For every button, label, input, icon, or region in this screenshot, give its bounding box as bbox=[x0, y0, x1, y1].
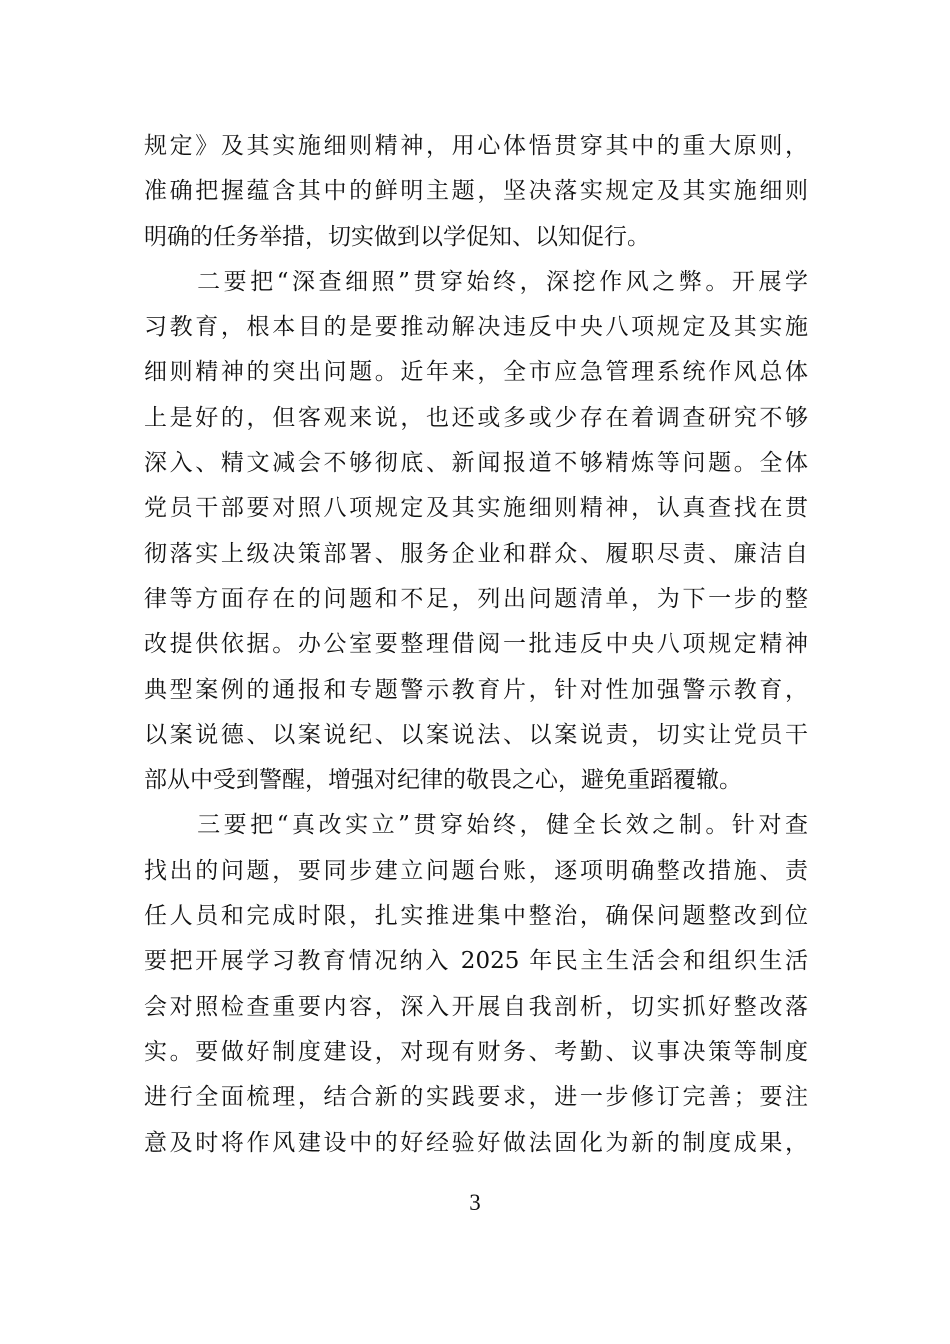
body-text bbox=[144, 124, 808, 1166]
text-line: 上是好的，但客观来说，也还或多或少存在着调查研究不够 bbox=[144, 404, 808, 431]
text-line: 习教育，根本目的是要推动解决违反中央八项规定及其实施 bbox=[144, 314, 808, 341]
text-line: 党员干部要对照八项规定及其实施细则精神，认真查找在贯 bbox=[144, 495, 808, 522]
text-line: 律等方面存在的问题和不足，列出问题清单，为下一步的整 bbox=[144, 585, 808, 612]
text-line: 意及时将作风建设中的好经验好做法固化为新的制度成果， bbox=[144, 1129, 808, 1156]
text-line: 改提供依据。办公室要整理借阅一批违反中央八项规定精神 bbox=[144, 631, 808, 658]
text-line: 以案说德、以案说纪、以案说法、以案说责，切实让党员干 bbox=[144, 721, 808, 748]
text-line: 典型案例的通报和专题警示教育片，针对性加强警示教育， bbox=[144, 676, 808, 703]
text-line: 明确的任务举措，切实做到以学促知、以知促行。 bbox=[144, 223, 650, 250]
text-line: 细则精神的突出问题。近年来，全市应急管理系统作风总体 bbox=[144, 359, 808, 386]
text-line: 任人员和完成时限，扎实推进集中整治，确保问题整改到位 bbox=[144, 903, 808, 930]
text-line: 要把开展学习教育情况纳入 2025 年民主生活会和组织生活 bbox=[144, 948, 808, 975]
text-line: 找出的问题，要同步建立问题台账，逐项明确整改措施、责 bbox=[144, 857, 808, 884]
text-line: 深入、精文减会不够彻底、新闻报道不够精炼等问题。全体 bbox=[144, 450, 808, 477]
text-line: 部从中受到警醒，增强对纪律的敬畏之心，避免重蹈覆辙。 bbox=[144, 767, 742, 794]
text-line: 准确把握蕴含其中的鲜明主题，坚决落实规定及其实施细则 bbox=[144, 178, 808, 205]
text-line: 会对照检查重要内容，深入开展自我剖析，切实抓好整改落 bbox=[144, 993, 808, 1020]
text-line: 规定》及其实施细则精神，用心体悟贯穿其中的重大原则， bbox=[144, 133, 808, 159]
text-line: 三要把“真改实立”贯穿始终，健全长效之制。针对查 bbox=[144, 812, 808, 839]
text-line: 二要把“深查细照”贯穿始终，深挖作风之弊。开展学 bbox=[144, 268, 808, 295]
text-line: 彻落实上级决策部署、服务企业和群众、履职尽责、廉洁自 bbox=[144, 540, 808, 567]
text-line: 实。要做好制度建设，对现有财务、考勤、议事决策等制度 bbox=[144, 1038, 808, 1065]
text-line: 进行全面梳理，结合新的实践要求，进一步修订完善；要注 bbox=[144, 1084, 808, 1111]
page-number: 3 bbox=[469, 1190, 481, 1215]
